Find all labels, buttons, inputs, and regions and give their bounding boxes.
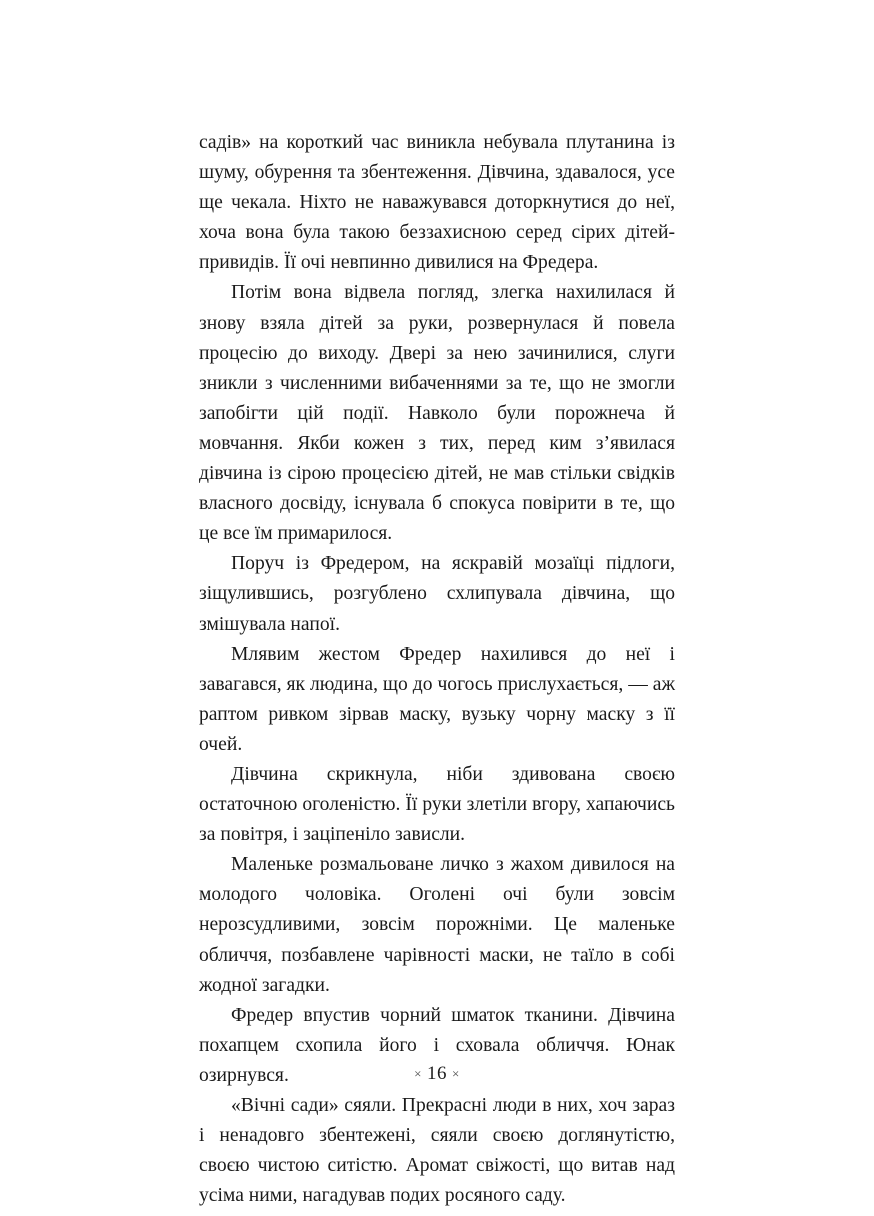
paragraph-4: Млявим жестом Фредер нахилився до неї і завагався, як людина, що до чогось прислухається, — аж раптом ривком зірвав маску, вузьку чорну маску з її очей. [199,643,675,755]
paragraph-1: садів» на короткий час виникла небувала плутанина із шуму, обурення та збентеження. Дівчина, здавалося, усе ще чекала. Ніхто не наважувався доторкнутися до неї, хоча вона була такою беззахисною серед сірих дітей-привидів. Її очі невпинно дивилися на Фредера. [199,132,675,274]
paragraph-8: «Вічні сади» сяяли. Прекрасні люди в них, хоч зараз і ненадовго збентежені, сяяли своєю доглянутістю, своєю чистою ситістю. Аромат свіжості, що витав над усіма ними, нагадував подих росяного саду. [199,1095,675,1207]
ornament-left-icon: × [414,1066,422,1081]
paragraph-2: Потім вона відвела погляд, злегка нахилилася й знову взяла дітей за руки, розвернулася й повела процесію до виходу. Двері за нею зачинилися, слуги зникли з численними вибаченнями за те, що не змогли запобігти цій події. Навколо були порожнеча й мовчання. Якби кожен з тих, перед ким з’явилася дівчина із сірою процесією дітей, не мав стільки свідків власного досвіду, існувала б спокуса повірити в те, що це все їм примарилося. [199,282,675,545]
page-footer [0,1062,874,1086]
paragraph-5: Дівчина скрикнула, ніби здивована своєю остаточною оголеністю. Її руки злетіли вгору, хапаючись за повітря, і заціпеніло зависли. [199,763,675,846]
page-text-column [199,128,675,1211]
page-number: 16 [427,1063,447,1084]
paragraph-7: Фредер впустив чорний шматок тканини. Дівчина похапцем схопила його і сховала обличчя. Юнак озирнувся. [199,1004,675,1086]
ornament-right-icon: × [452,1066,460,1081]
paragraph-6: Маленьке розмальоване личко з жахом дивилося на молодого чоловіка. Оголені очі були зовсім нерозсудливими, зовсім порожніми. Це маленьке обличчя, позбавлене чарівності маски, не таїло в собі жодної загадки. [199,854,675,996]
paragraph-3: Поруч із Фредером, на яскравій мозаїці підлоги, зіщулившись, розгублено схлипувала дівчина, що змішувала напої. [199,553,675,635]
